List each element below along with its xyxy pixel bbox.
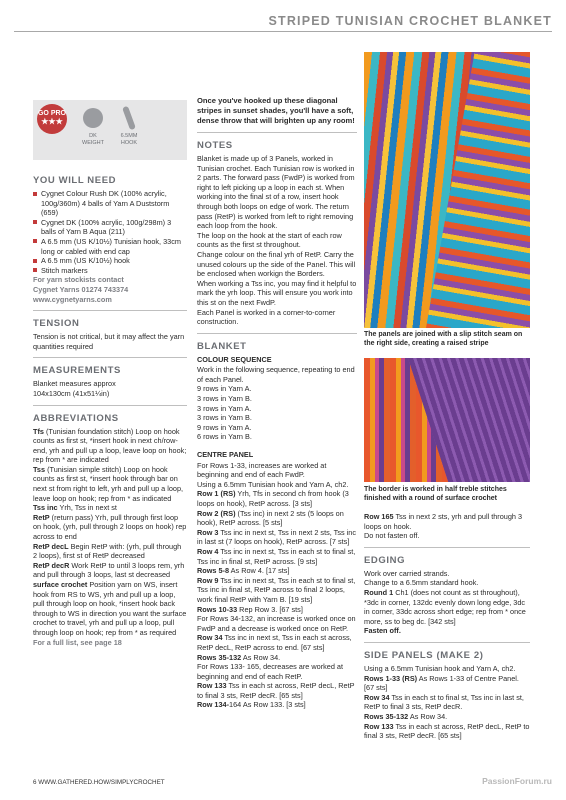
- row-text: Yrh, Tfs in second ch from hook (3 loops on hook), RetP across. [3 sts]: [197, 489, 349, 508]
- divider: [33, 310, 187, 311]
- centre-panel-text: For Rows 133- 165, decreases are worked at beginning and end of each RetP.: [197, 662, 344, 681]
- intro-lead: Once you've hooked up these diagonal stripes in sunset shades, you'll have a soft, dense throw that will brighten up any room!: [197, 96, 355, 125]
- pattern-row: [364, 712, 530, 722]
- row-label: Row 3: [197, 527, 219, 537]
- measurements-text: Blanket measures approx: [33, 379, 116, 389]
- row-text: Tss in each st across, RetP decL, RetP to final 3 sts, RetP decR. [65 sts]: [197, 681, 355, 700]
- row-label: Row 9: [197, 575, 219, 585]
- section-heading-side-panels: SIDE PANELS (MAKE 2): [364, 649, 484, 661]
- row-text: Tss inc in next st, Tss in each st to final st, Tss inc in final st, RetP across to final 2 loops, work final RetP with Yarn B. [19 sts]: [197, 575, 356, 604]
- abbr-def: (Tunisian simple stitch) Loop on hook counts as first st, *insert hook through bar on next st from right to left, yrh and pull up a loop, leave loop on hook; rep from * as indicated: [33, 464, 184, 503]
- page-footer: 6 WWW.GATHERED.HOW/SIMPLYCROCHET: [33, 779, 165, 786]
- stockist-phone: Cygnet Yarns 01274 743374: [33, 284, 129, 294]
- row-label: Rows 1-33 (RS): [364, 673, 418, 683]
- row-label: Row 34: [364, 692, 390, 702]
- fasten-off: Fasten off.: [364, 626, 401, 636]
- abbreviation-entry: [33, 561, 187, 580]
- materials-item: Cygnet Colour Rush DK (100% acrylic, 100g/360m) 4 balls of Yarn A Duststorm (659): [33, 189, 187, 218]
- yarn-ball-icon: [83, 108, 103, 128]
- abbreviation-more-link[interactable]: For a full list, see page 18: [33, 637, 122, 647]
- pattern-row: [197, 528, 357, 547]
- page-header: [14, 14, 552, 38]
- notes-paragraph: Change colour on the final yrh of RetP. Carry the unused colours up the side of the Panel. This will be enclosed when workign the Borders.: [197, 249, 356, 279]
- notes-paragraph: Each Panel is worked in a corner-to-corner construction.: [197, 307, 336, 327]
- row-label: Row 134-: [197, 700, 230, 710]
- hook-label-2: HOOK: [120, 139, 138, 146]
- weight-label: [78, 133, 108, 146]
- photo-border-edge: [406, 358, 530, 482]
- pattern-row: [197, 700, 357, 710]
- row-text: Rep Row 3. [67 sts]: [237, 604, 303, 614]
- blanket-photo-border: [364, 358, 530, 482]
- section-heading-you-will-need: YOU WILL NEED: [33, 175, 117, 186]
- row-text: Tss in each st across, RetP decL, RetP to final 3 sts, RetP decR. [65 sts]: [364, 721, 530, 741]
- section-heading-blanket: BLANKET: [197, 340, 247, 352]
- abbr-term: RetP decR: [33, 560, 70, 570]
- difficulty-badge: [37, 104, 67, 134]
- centre-panel-text: For Rows 1-33, increases are worked at beginning and end of each FwdP.: [197, 460, 327, 480]
- section-heading-edging: EDGING: [364, 554, 406, 566]
- abbr-def: Yrh, Tss in next st: [57, 503, 117, 513]
- divider: [364, 547, 530, 548]
- abbreviation-entry: [33, 503, 187, 513]
- hook-label-1: 6.5MM: [120, 133, 138, 139]
- header-rule: [14, 31, 552, 32]
- pattern-row: [197, 576, 357, 605]
- subheading-colour-sequence: COLOUR SEQUENCE: [197, 354, 272, 364]
- subheading-centre-panel: CENTRE PANEL: [197, 450, 254, 460]
- fasten-note: Do not fasten off.: [364, 531, 420, 541]
- pattern-row: [197, 605, 357, 615]
- divider: [33, 357, 187, 358]
- pattern-row: [364, 674, 530, 693]
- abbr-def: Position yarn on WS, insert hook from RS to WS, yrh and pull up a loop, pull through loop on hook, *insert hook back through to WS in direction you want the surface crochet to travel, yrh and pull up a loop, pull through loop on hook; rep from * as required: [33, 580, 187, 637]
- colour-sequence-item: 9 rows in Yarn A.: [197, 384, 252, 394]
- row-text: Tss in next 2 sts, yrh and pull through 3 loops on hook.: [364, 512, 523, 531]
- row-label: Rows 10-33: [197, 604, 238, 614]
- pattern-row: [197, 509, 357, 528]
- colour-sequence-item: 6 rows in Yarn B.: [197, 432, 252, 442]
- row-label: Rows 35-132: [364, 711, 409, 721]
- section-heading-notes: NOTES: [197, 140, 233, 151]
- abbr-term: surface crochet: [33, 580, 88, 589]
- abbr-term: Tss: [33, 464, 46, 474]
- row-label: Row 133: [197, 681, 227, 691]
- crochet-hook-icon: [122, 106, 136, 131]
- abbr-term: Tfs: [33, 426, 44, 436]
- stockist-url[interactable]: www.cygnetyarns.com: [33, 294, 112, 304]
- pattern-row: [364, 512, 530, 531]
- abbreviation-entry: [33, 580, 187, 638]
- pattern-info-box: [33, 100, 187, 160]
- row-text: Tss inc in next st, Tss in next 2 sts, Tss inc in last st (7 loops on hook), RetP across. [7 sts]: [197, 527, 356, 547]
- divider: [33, 405, 187, 406]
- colour-sequence-item: 3 rows in Yarn B.: [197, 394, 252, 404]
- centre-panel-text: Using a 6.5mm Tunisian hook and Yarn A, ch2.: [197, 479, 349, 489]
- weight-label-1: DK: [89, 133, 97, 139]
- pattern-row: [197, 633, 357, 652]
- pattern-row: [197, 566, 357, 576]
- photo-stripes: [422, 52, 530, 328]
- divider: [364, 642, 530, 643]
- colour-sequence-item: 9 rows in Yarn A.: [197, 422, 252, 432]
- notes-paragraph: When working a Tss inc, you may find it helpful to mark the yrh loop. This will ensure you work into this st on the next FwdP.: [197, 278, 357, 307]
- materials-item: Cygnet DK (100% acrylic, 100g/298m) 3 balls of Yarn B Aqua (211): [33, 218, 187, 237]
- watermark: PassionForum.ru: [482, 776, 552, 786]
- pattern-row: [197, 653, 357, 663]
- row-label: Row 2 (RS): [197, 508, 236, 518]
- row-text: As Row 4. [17 sts]: [229, 566, 290, 576]
- colour-sequence-item: 3 rows in Yarn A.: [197, 403, 252, 413]
- badge-label: GO PRO: [37, 110, 66, 117]
- row-text: Tss inc in next st, Tss in each st to final st, Tss inc in final st, RetP across. [9 sts]: [197, 546, 356, 566]
- row-label: Round 1: [364, 587, 394, 597]
- column-materials: [33, 168, 187, 647]
- pattern-row: [364, 722, 530, 741]
- side-panel-text: Using a 6.5mm Tunisian hook and Yarn A, ch2.: [364, 663, 516, 673]
- divider: [197, 333, 357, 334]
- notes-paragraph: Blanket is made up of 3 Panels, worked in Tunisian crochet. Each Tunisian row is worked in 2 parts. The forward pass (FwdP) is worked from right to left picking up a loop in each st. When working into the final st of a row, insert hook through both loops on edge of work. The return pass (RetP) is worked from left to right removing each loop from the hook.: [197, 154, 355, 231]
- colour-sequence-item: 3 rows in Yarn B.: [197, 413, 252, 423]
- pattern-row: [197, 681, 357, 700]
- row-text: Ch1 (does not count as st throughout), *3dc in corner, 132dc evenly down long edge, 3dc in corner, 33dc across short edge; rep from * once more, ss to beg dc. [342 sts]: [364, 587, 526, 626]
- stockist-line: For yarn stockists contact: [33, 275, 124, 285]
- tension-text: Tension is not critical, but it may affect the yarn quantities required: [33, 332, 185, 351]
- abbreviation-entry: [33, 542, 187, 561]
- pattern-row: [364, 693, 530, 712]
- abbreviation-entry: [33, 427, 187, 465]
- abbr-def: Begin RetP with: (yrh, pull through 2 loops), first st of RetP decreased: [33, 541, 182, 561]
- row-text: As Rows 1-33 of Centre Panel. [67 sts]: [364, 673, 519, 693]
- row-label: Rows 5-8: [197, 566, 230, 576]
- row-label: Row 133: [364, 721, 394, 731]
- blanket-photo-seam: [364, 52, 530, 328]
- pattern-row: [364, 588, 530, 626]
- materials-item: Stitch markers: [33, 266, 187, 276]
- abbr-def: (Tunisian foundation stitch) Loop on hook counts as first st, *insert hook in next ch/row-end, yrh and pull up a loop, leave loop on hook; rep from * are indicated: [33, 426, 187, 465]
- column-pattern: [197, 96, 357, 710]
- measurements-size: 104x130cm (41x51¼in): [33, 388, 110, 398]
- abbr-term: RetP: [33, 512, 50, 522]
- edging-text: Work over carried strands.: [364, 568, 450, 578]
- weight-label-2: WEIGHT: [82, 139, 104, 146]
- page-title: STRIPED TUNISIAN CROCHET BLANKET: [260, 14, 552, 28]
- centre-panel-text: For Rows 34-132, an increase is worked once on FwdP and a decrease is worked once on RetP.: [197, 614, 356, 633]
- section-heading-tension: TENSION: [33, 318, 80, 330]
- pattern-row: [197, 489, 357, 508]
- colour-sequence-intro: Work in the following sequence, repeating to end of each Panel.: [197, 365, 355, 384]
- abbr-def: (return pass) Yrh, pull through first loop on hook, (yrh, pull through 2 loops on hook) rep across to end: [33, 512, 187, 542]
- row-text: (Tss inc) in next 2 sts (5 loops on hook), RetP across. [5 sts]: [197, 508, 344, 528]
- row-label: Rows 35-132: [197, 652, 242, 662]
- abbr-term: Tss inc: [33, 503, 58, 513]
- section-heading-abbreviations: ABBREVIATIONS: [33, 412, 119, 424]
- abbr-term: RetP decL: [33, 541, 69, 551]
- row-label: Row 34: [197, 633, 223, 643]
- materials-list: [33, 189, 187, 275]
- notes-paragraph: The loop on the hook at the start of each row counts as the first st throughout.: [197, 230, 342, 250]
- section-heading-measurements: MEASUREMENTS: [33, 365, 121, 377]
- abbreviation-entry: [33, 465, 187, 503]
- row-label: Row 1 (RS): [197, 489, 236, 499]
- row-label: Row 4: [197, 546, 219, 556]
- row-text: Tss in each st to final st, Tss inc in last st, RetP to final 3 sts, RetP decR.: [364, 692, 524, 712]
- materials-item: A 6.5 mm (US K/10½) hook: [33, 256, 187, 266]
- abbreviation-entry: [33, 513, 187, 542]
- row-text: As Row 34.: [408, 711, 448, 721]
- row-text: 164 As Row 133. [3 sts]: [229, 700, 306, 710]
- row-label: Row 165: [364, 512, 394, 521]
- edging-text: Change to a 6.5mm standard hook.: [364, 578, 479, 588]
- row-text: Tss inc in next st, Tss in each st across, RetP decL, RetP across to end. [67 sts]: [197, 633, 352, 652]
- pattern-row: [197, 547, 357, 566]
- divider: [197, 132, 357, 133]
- photo-caption-border: The border is worked in half treble stitches finished with a round of surface crochet: [364, 486, 507, 502]
- hook-size-label: [114, 133, 144, 146]
- column-finishing: [364, 512, 530, 741]
- star-icon: ★★★: [41, 117, 63, 126]
- materials-item: A 6.5 mm (US K/10½) Tunisian hook, 33cm long or cabled with end cap: [33, 237, 187, 256]
- photo-caption-seam: The panels are joined with a slip stitch seam on the right side, creating a raised stripe: [364, 331, 523, 347]
- row-text: As Row 34.: [241, 652, 281, 662]
- abbr-def: Work RetP to until 3 loops rem, yrh and pull through 3 loops, last st decreased: [33, 560, 185, 580]
